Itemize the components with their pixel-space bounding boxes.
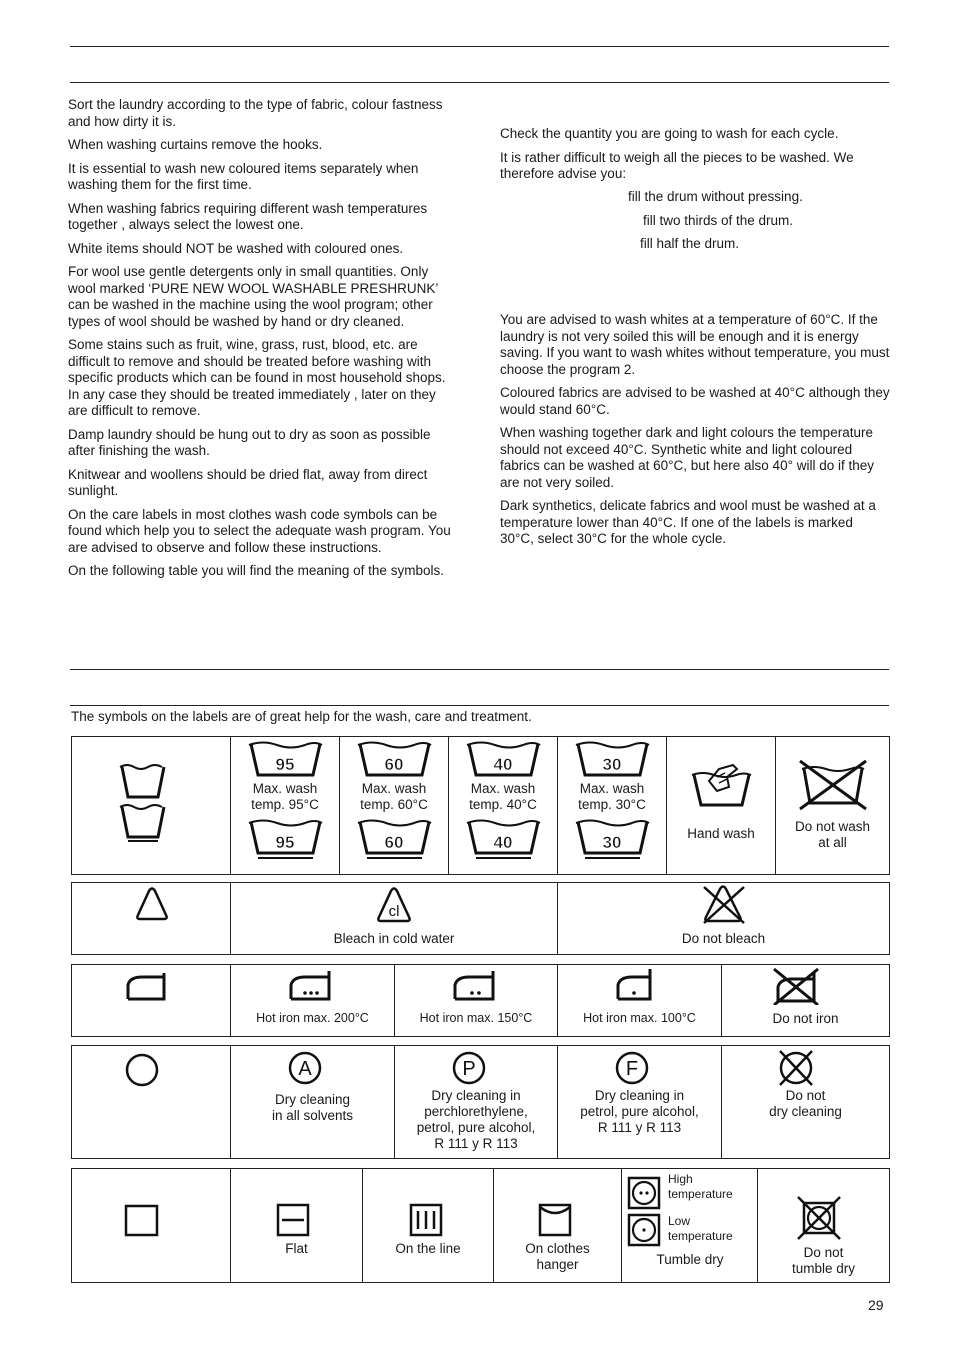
left-paragraph: White items should NOT be washed with coloured ones. [68, 240, 404, 256]
washtub-60-bar-icon [340, 817, 449, 861]
washtub-95-bar-icon [231, 817, 340, 861]
temp-label: 60 [384, 833, 404, 852]
right-paragraph: Check the quantity you are going to wash for each cycle. [500, 126, 839, 141]
circle-p-icon [395, 1046, 558, 1086]
circle-a-icon [231, 1046, 395, 1090]
tumble-high-label: High temperature [668, 1172, 733, 1201]
no-tumble-dry [758, 1169, 890, 1283]
page-number: 29 [868, 1297, 884, 1313]
no-wash [776, 737, 890, 875]
left-paragraph: Some stains such as fruit, wine, grass, rust, blood, etc. are difficult to remove and should be treated before washing with specific products which can be found in most household shops. In any case they should be treated immediately , later on they are difficult to remove. [68, 337, 446, 418]
dry-flat [231, 1169, 363, 1283]
hanger-dry-icon [494, 1169, 622, 1239]
right-paragraph: You are advised to wash whites at a temperature of 60°C. If the laundry is not very soiled this will be enough and it is energy saving. If you want to wash whites without temperature, you must choose the program 2. [500, 312, 890, 377]
drying-symbols-table [71, 1168, 890, 1283]
tumble-dry [622, 1169, 758, 1283]
advice-line: fill half the drum. [640, 236, 740, 251]
do-not-tumble-dry-label: Do not tumble dry [791, 1245, 856, 1276]
wash-label: Max. wash temp. 95°C [251, 781, 319, 812]
dry-clean-category [72, 1046, 231, 1159]
dry-clean-all-label: Dry cleaning in all solvents [271, 1092, 354, 1123]
left-paragraph: When washing fabrics requiring different wash temperatures together , always select the lowest one. [68, 200, 428, 232]
drying-category [72, 1169, 231, 1283]
left-paragraph: On the care labels in most clothes wash code symbols can be found which help you to select the adequate wash program. You are advised to observe and follow these instructions. [68, 506, 451, 555]
do-not-iron-label: Do not iron [772, 1011, 839, 1026]
washtub-30-icon [558, 739, 667, 779]
cl-label: cl [388, 903, 400, 920]
advice-line: fill two thirds of the drum. [643, 213, 794, 228]
dry-clean-petrol [558, 1046, 722, 1159]
wash-95 [231, 737, 340, 875]
dry-line-label: On the line [395, 1241, 461, 1256]
dry-clean-perc-label: Dry cleaning in perchlorethylene, petrol, pure alcohol, R 111 y R 113 [416, 1088, 536, 1151]
do-not-dry-clean-icon [722, 1046, 890, 1086]
right-column-temperature [500, 312, 890, 555]
left-paragraph: It is essential to wash new coloured items separately when washing them for the first time. [68, 160, 419, 192]
washtub-95-icon [231, 739, 340, 779]
bleach-cold [231, 883, 558, 955]
dry-clean-symbols-table [71, 1045, 890, 1159]
washtub-40-icon [449, 739, 558, 779]
left-paragraph: Knitwear and woollens should be dried flat, away from direct sunlight. [68, 466, 428, 498]
dry-flat-label: Flat [285, 1241, 308, 1256]
hand-wash [667, 737, 776, 875]
dry-clean-perc [395, 1046, 558, 1159]
washtub-40-bar-icon [449, 817, 558, 861]
iron-150-label: Hot iron max. 150°C [419, 1011, 533, 1025]
wash-label: Max. wash temp. 40°C [469, 781, 537, 812]
do-not-tumble-dry-icon [758, 1169, 890, 1243]
iron-icon [72, 965, 231, 1005]
hand-wash-icon [667, 737, 776, 817]
no-iron [722, 965, 890, 1037]
mid-rule-1 [70, 669, 889, 670]
do-not-iron-icon [722, 965, 890, 1005]
symbols-intro: The symbols on the labels are of great help for the wash, care and treatment. [71, 709, 532, 724]
iron-category [72, 965, 231, 1037]
right-paragraph: Dark synthetics, delicate fabrics and wool must be washed at a temperature lower than 40°C. If one of the labels is marked 30°C, select 30°C for the whole cycle. [500, 498, 876, 546]
washtub-60-icon [340, 739, 449, 779]
dry-clean-letter: P [462, 1058, 476, 1080]
do-not-dry-clean-label: Do not dry cleaning [769, 1088, 842, 1119]
left-paragraph: For wool use gentle detergents only in small quantities. Only wool marked ‘PURE NEW WOOL WASHABLE PRESHRUNK’ can be washed in the machine using the wool program; other types of wool should be washed by hand or dry cleaned. [68, 264, 438, 329]
tumble-low-label: Low temperature [668, 1214, 733, 1243]
dry-hanger [494, 1169, 622, 1283]
mid-rule-2 [70, 705, 889, 706]
no-dry-clean [722, 1046, 890, 1159]
drip-dry-icon [363, 1169, 494, 1239]
triangle-icon [72, 883, 231, 923]
wash-symbols-table [71, 736, 890, 875]
top-rule-1 [70, 46, 889, 47]
advice-line: fill the drum without pressing. [628, 189, 803, 204]
dry-flat-icon [231, 1169, 363, 1239]
temp-label: 30 [602, 833, 622, 852]
left-paragraph: Sort the laundry according to the type of fabric, colour fastness and how dirty it is. [68, 97, 443, 129]
iron-one-dot-icon [558, 965, 722, 1005]
iron-100-label: Hot iron max. 100°C [583, 1011, 696, 1025]
dry-line [363, 1169, 494, 1283]
right-column-quantity [500, 126, 890, 190]
wash-30 [558, 737, 667, 875]
do-not-wash-label: Do not wash at all [794, 819, 871, 850]
washtub-icon [72, 737, 231, 874]
tumble-dry-label: Tumble dry [656, 1252, 724, 1267]
wash-60 [340, 737, 449, 875]
bleach-cl-icon [231, 883, 558, 925]
iron-200-label: Hot iron max. 200°C [256, 1011, 369, 1025]
left-paragraph: Damp laundry should be hung out to dry as soon as possible after finishing the wash. [68, 426, 431, 458]
right-paragraph: Coloured fabrics are advised to be washed at 40°C although they would stand 60°C. [500, 385, 890, 417]
temp-label: 60 [384, 755, 404, 774]
dry-clean-petrol-label: Dry cleaning in petrol, pure alcohol, R 111 y R 113 [580, 1088, 699, 1135]
do-not-bleach-icon [558, 883, 890, 925]
iron-200 [231, 965, 395, 1037]
do-not-wash-icon [776, 737, 890, 817]
wash-40 [449, 737, 558, 875]
dry-clean-all [231, 1046, 395, 1159]
iron-150 [395, 965, 558, 1037]
wash-label: Max. wash temp. 60°C [360, 781, 428, 812]
bleach-category [72, 883, 231, 955]
top-rule-2 [70, 82, 889, 83]
circle-icon [72, 1046, 231, 1090]
tumble-high-icon [626, 1175, 662, 1211]
right-paragraph: It is rather difficult to weigh all the pieces to be washed. We therefore advise you: [500, 149, 854, 181]
washtub-30-bar-icon [558, 817, 667, 861]
iron-three-dots-icon [231, 965, 395, 1005]
right-paragraph: When washing together dark and light colours the temperature should not exceed 40°C. Synthetic white and light coloured fabrics can be washed at 60°C, but here also 40° will do if they are not very soiled. [500, 425, 875, 490]
iron-two-dots-icon [395, 965, 558, 1005]
square-icon [72, 1169, 231, 1249]
temp-label: 30 [602, 755, 622, 774]
iron-symbols-table [71, 964, 890, 1037]
left-paragraph: On the following table you will find the meaning of the symbols. [68, 563, 444, 578]
dry-hanger-label: On clothes hanger [525, 1241, 590, 1272]
left-paragraph: When washing curtains remove the hooks. [68, 137, 323, 152]
wash-category [72, 737, 231, 875]
circle-f-icon [558, 1046, 722, 1086]
temp-label: 95 [275, 755, 295, 774]
no-bleach [558, 883, 890, 955]
tumble-low-icon [626, 1212, 662, 1248]
dry-clean-letter: A [298, 1058, 312, 1080]
wash-label: Max. wash temp. 30°C [578, 781, 646, 812]
temp-label: 40 [493, 833, 513, 852]
dry-clean-letter: F [625, 1058, 639, 1080]
temp-label: 95 [275, 833, 295, 852]
hand-wash-label: Hand wash [687, 826, 755, 841]
temp-label: 40 [493, 755, 513, 774]
bleach-cold-label: Bleach in cold water [333, 931, 455, 946]
do-not-bleach-label: Do not bleach [681, 931, 766, 946]
bleach-symbols-table [71, 882, 890, 955]
iron-100 [558, 965, 722, 1037]
left-column [68, 97, 453, 587]
